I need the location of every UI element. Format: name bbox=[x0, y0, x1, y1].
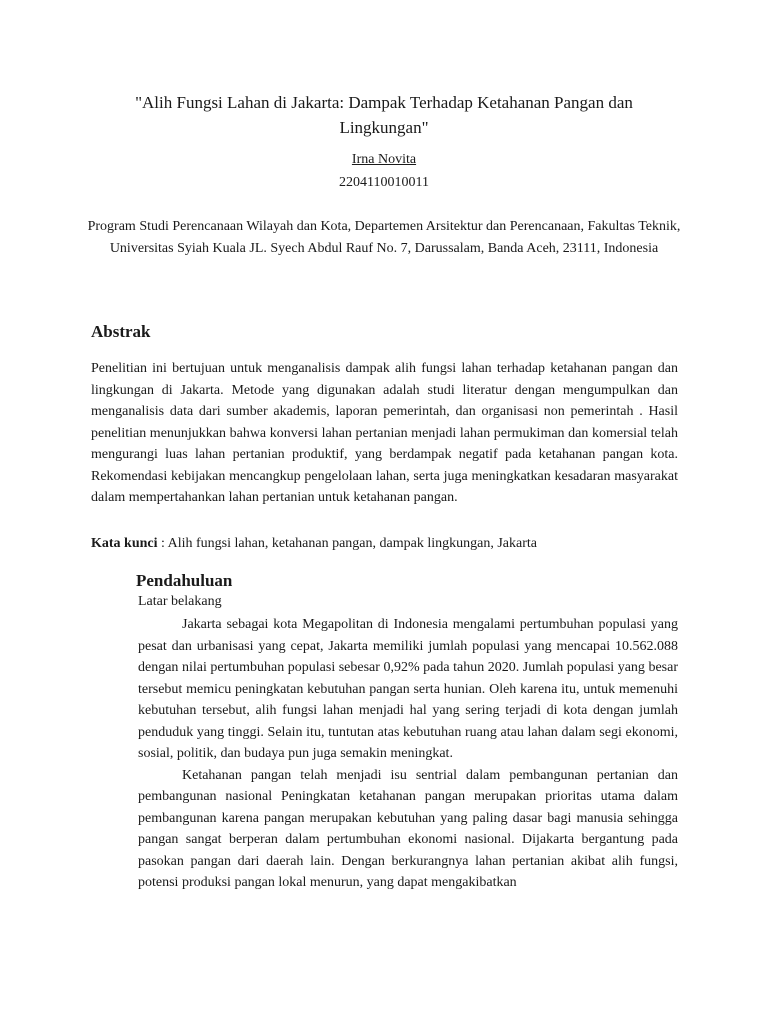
abstract-text: Penelitian ini bertujuan untuk menganalisis dampak alih fungsi lahan terhadap ketahanan pangan dan lingkungan di Jakarta. Metode yang digunakan adalah studi literatur dengan mengumpulkan dan menganalisis data dari sumber akademis, laporan pemerintah, dan organisasi non pemerintah . Hasil penelitian menunjukkan bahwa konversi lahan pertanian menjadi lahan permukiman dan komersial telah mengurangi luas lahan pertanian produktif, yang berdampak negatif pada ketahanan pangan kota. Rekomendasi kebijakan mencangkup pengelolaan lahan, serta juga meningkatkan kesadaran masyarakat dalam mempertahankan lahan pertanian untuk ketahanan pangan. bbox=[91, 361, 678, 505]
introduction-body bbox=[138, 614, 678, 894]
keywords-line bbox=[91, 536, 678, 552]
abstract-heading: Abstrak bbox=[91, 322, 151, 341]
keywords-label: Kata kunci bbox=[91, 536, 158, 551]
affiliation: Program Studi Perencanaan Wilayah dan Kota, Departemen Arsitektur dan Perencanaan, Fakultas Teknik, Universitas Syiah Kuala JL. Syech Abdul Rauf No. 7, Darussalam, Banda Aceh, 23111, Indonesia bbox=[87, 219, 681, 256]
keywords-list: : Alih fungsi lahan, ketahanan pangan, dampak lingkungan, Jakarta bbox=[157, 536, 537, 551]
introduction-paragraph: Jakarta sebagai kota Megapolitan di Indonesia mengalami pertumbuhan populasi yang pesat dan urbanisasi yang cepat, Jakarta memiliki jumlah populasi yang mencapai 10.562.088 dengan nilai pertumbuhan populasi sebesar 0,92% pada tahun 2020. Jumlah populasi yang besar tersebut memicu peningkatan kebutuhan pangan serta hunian. Oleh karena itu, untuk memenuhi kebutuhan tersebut, alih fungsi lahan menjadi hal yang sering terjadi di kota dengan jumlah penduduk yang tinggi. Selain itu, tuntutan atas kebutuhan ruang atau lahan dalam segi ekonomi, sosial, politik, dan budaya pun juga semakin meningkat. bbox=[138, 617, 678, 761]
paper-title: "Alih Fungsi Lahan di Jakarta: Dampak Terhadap Ketahanan Pangan dan Lingkungan" bbox=[135, 93, 633, 137]
author-name: Irna Novita bbox=[351, 152, 417, 167]
student-id: 2204110010011 bbox=[339, 175, 429, 190]
introduction-subheading: Latar belakang bbox=[138, 594, 222, 609]
introduction-heading: Pendahuluan bbox=[136, 571, 233, 590]
introduction-paragraph: Ketahanan pangan telah menjadi isu sentrial dalam pembangunan pertanian dan pembangunan nasional Peningkatan ketahanan pangan merupakan prioritas utama dalam pembangunan karena pangan merupakan kebutuhan yang paling dasar bagi manusia sehingga pangan sangat berperan dalam pertumbuhan ekonomi nasional. Dijakarta bergantung pada pasokan pangan dari daerah lain. Dengan berkurangnya lahan pertanian akibat alih fungsi, potensi produksi pangan lokal menurun, yang dapat mengakibatkan bbox=[138, 767, 678, 890]
